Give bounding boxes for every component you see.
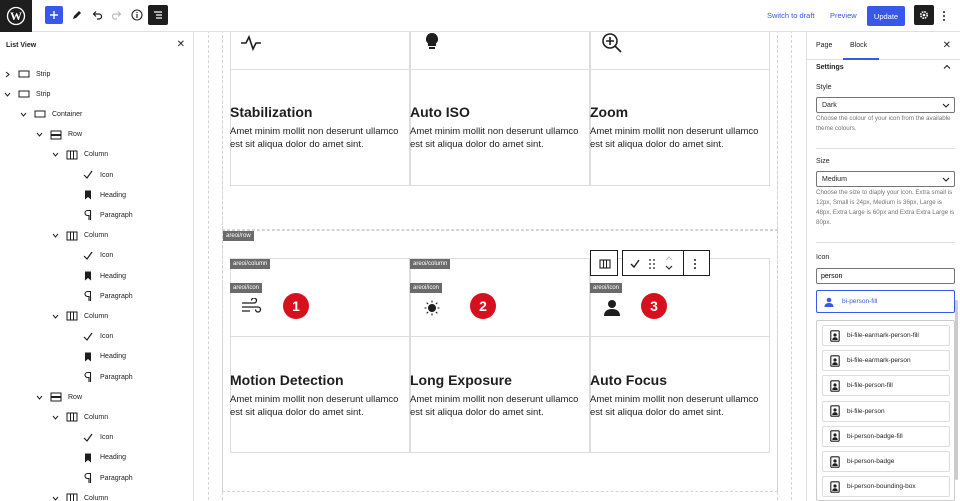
callout-badge: 2 [470,293,496,319]
list-view-item-label: Icon [100,333,114,341]
editor-header [0,0,960,32]
icon-option[interactable] [822,375,950,396]
tab-page[interactable]: Page [816,42,833,49]
divider [230,69,770,70]
icon-option[interactable] [822,426,950,447]
toolbar-divider [683,251,684,275]
list-view-item[interactable] [50,307,108,325]
icon-option-label: bi-file-earmark-person [847,357,911,365]
list-view-item[interactable] [66,166,113,184]
settings-sidebar [806,32,960,501]
list-view-item-label: Icon [100,171,114,179]
icon-option-label: bi-person-badge-fill [847,432,903,440]
check-icon [82,250,94,262]
person-file-icon [823,380,847,392]
selected-icon[interactable] [816,290,955,313]
bookmark-icon [82,189,94,201]
column-tag: areoi/column [410,259,450,269]
chevron-right-icon[interactable] [4,71,11,78]
list-view-item[interactable] [66,449,126,467]
list-view-item[interactable] [66,206,133,224]
settings-section-title[interactable]: Settings [816,64,844,71]
column-icon [66,230,78,242]
redo-icon [111,9,123,21]
icon-results-list [816,320,955,501]
feature-heading[interactable]: Auto ISO [410,104,470,120]
zoom-in-icon [601,32,623,54]
expander[interactable] [34,394,44,401]
bookmark-icon [82,270,94,282]
column-icon [66,492,78,501]
list-view-item-label: Heading [100,272,127,280]
bookmark-icon [82,351,94,363]
list-view-item-label: Strip [36,90,51,98]
divider [816,148,955,149]
pilcrow-icon [82,209,94,221]
style-label: Style [816,84,832,91]
icon-option-label: bi-person-badge [847,458,895,465]
pilcrow-icon [82,290,94,302]
person-file-icon [823,456,847,468]
pilcrow-icon [82,472,94,484]
feature-heading[interactable]: Auto Focus [590,372,667,388]
style-select[interactable] [816,97,955,113]
svg-text:W: W [10,9,22,23]
expander[interactable] [2,71,12,78]
list-view-item[interactable] [18,105,82,123]
list-view-item[interactable] [66,267,126,285]
wordpress-logo[interactable] [0,0,32,32]
list-view-item-label: Column [84,413,109,421]
size-help-text: Choose the size to diaply your icon. Extra small is 12px, Small is 24px, Medium is 36px, Large is 48px, Extra Large is 60px and Extra Extra Large is 80px. [816,189,955,226]
list-view-item[interactable] [66,247,113,265]
expander[interactable] [34,131,44,138]
icon-tag: areoi/icon [410,283,442,293]
column-icon [66,411,78,423]
list-view-item[interactable] [2,65,50,83]
icon-option-label: bi-file-person [847,407,885,415]
divider [230,336,770,337]
list-view-item-label: Strip [36,70,51,78]
list-view-item-label: Column [84,312,109,320]
style-help-text: Choose the colour of your icon from the available theme colours. [816,115,951,132]
move-up-down-icon[interactable] [664,253,674,273]
expander[interactable] [50,414,60,421]
size-label: Size [816,158,830,165]
icon-search-input[interactable] [816,268,955,284]
check-icon [82,331,94,343]
expander[interactable] [18,111,28,118]
column-icon [599,258,611,270]
callout-badge: 1 [283,293,309,319]
feature-paragraph[interactable]: Amet minim mollit non deserunt ullamco est sit aliqua dolor do amet sint. [410,394,579,418]
person-file-icon [823,330,847,342]
tab-block[interactable]: Block [850,42,868,49]
chevron-down-icon[interactable] [20,111,27,118]
undo-icon [91,9,103,21]
chevron-down-icon[interactable] [52,232,59,239]
list-view-item-label: Column [84,232,109,240]
icon-option[interactable] [822,451,950,472]
editor-canvas [194,32,806,501]
size-select[interactable] [816,171,955,187]
size-value: Medium [822,175,847,183]
chevron-down-icon[interactable] [4,91,11,98]
plus-icon [49,10,59,20]
list-view-title: List View [6,41,37,49]
list-view-item-label: Icon [100,252,114,260]
icon-label: Icon [816,254,830,261]
feature-paragraph[interactable]: Amet minim mollit non deserunt ullamco est sit aliqua dolor do amet sint. [410,126,579,150]
list-view-item[interactable] [66,287,133,305]
list-view-item[interactable] [66,429,113,447]
chevron-down-icon [942,175,950,183]
list-view-item[interactable] [34,126,82,144]
list-view-icon [152,9,164,21]
feature-heading[interactable]: Zoom [590,104,629,120]
person-file-icon [823,481,847,493]
feature-paragraph[interactable]: Amet minim mollit non deserunt ullamco est sit aliqua dolor do amet sint. [230,394,399,418]
list-view-item[interactable] [50,489,108,501]
icon-option[interactable] [822,476,950,497]
close-icon[interactable]: ✕ [942,40,951,51]
icon-option[interactable] [822,350,950,371]
info-icon [131,9,143,21]
icon-option-label: bi-file-earmark-person-fill [847,332,919,339]
list-view-item-label: Heading [100,191,127,199]
chevron-down-icon[interactable] [36,131,43,138]
feature-heading[interactable]: Long Exposure [410,372,512,388]
column-tag: areoi/column [230,259,270,269]
lightbulb-icon [424,32,440,52]
column-icon [66,310,78,322]
strip-icon [18,68,30,80]
check-icon [82,169,94,181]
options-button[interactable] [940,8,948,24]
expander[interactable] [50,313,60,320]
divider [816,242,955,243]
person-icon [824,297,834,307]
list-view-header [0,32,193,58]
wind-icon [240,298,262,316]
icon-option-label: bi-person-bounding-box [847,483,916,491]
list-view-item[interactable] [50,227,108,245]
block-type-button[interactable] [590,250,618,276]
list-view-item-label: Heading [100,353,127,361]
list-view-item-label: Row [68,131,83,139]
icon-tag: areoi/icon [230,283,262,293]
person-file-icon [823,405,847,417]
feature-paragraph[interactable]: Amet minim mollit non deserunt ullamco est sit aliqua dolor do amet sint. [230,126,399,150]
list-view-item[interactable] [50,408,108,426]
chevron-down-icon[interactable] [52,495,59,501]
container-icon [34,108,46,120]
drag-handle-icon[interactable] [648,258,656,270]
list-view-item-label: Heading [100,454,127,462]
icon-option[interactable] [822,325,950,346]
list-view-item[interactable] [66,328,113,346]
chevron-up-icon[interactable] [943,63,951,71]
activity-icon [240,34,262,52]
strip-icon [18,88,30,100]
bookmark-icon [82,452,94,464]
pencil-icon [71,9,83,21]
list-view-item[interactable] [66,368,133,386]
list-view-button[interactable] [148,5,168,25]
list-view-item[interactable] [66,348,126,366]
pilcrow-icon [82,371,94,383]
chevron-down-icon[interactable] [36,394,43,401]
expander[interactable] [50,151,60,158]
icon-option[interactable] [822,401,950,422]
list-view-panel [0,32,194,501]
list-view-item-label: Paragraph [100,474,133,482]
icon-tag: areoi/icon [590,283,622,293]
list-view-item[interactable] [34,388,82,406]
expander[interactable] [50,495,60,501]
list-view-item-label: Paragraph [100,292,133,300]
update-button[interactable]: Update [867,6,905,26]
selected-icon-name: bi-person-fill [842,298,878,305]
row-tag: areoi/row [223,231,254,241]
redo-button[interactable] [108,6,126,24]
chevron-down-icon[interactable] [52,414,59,421]
more-vertical-icon [942,10,946,22]
block-toolbar [622,250,710,276]
add-block-button[interactable] [45,6,63,24]
expander[interactable] [50,232,60,239]
close-icon[interactable]: ✕ [176,39,185,50]
expander[interactable] [2,91,12,98]
callout-badge: 3 [641,293,667,319]
list-view-item[interactable] [66,186,126,204]
check-icon [82,432,94,444]
feature-heading[interactable]: Stabilization [230,104,313,120]
feature-paragraph[interactable]: Amet minim mollit non deserunt ullamco est sit aliqua dolor do amet sint. [590,126,759,150]
chevron-down-icon [942,101,950,109]
list-view-item-label: Icon [100,434,114,442]
sun-icon [424,300,440,316]
list-view-item-label: Paragraph [100,373,133,381]
preview-button[interactable]: Preview [830,11,857,20]
undo-button[interactable] [88,6,106,24]
list-view-item-label: Column [84,151,109,159]
tools-button[interactable] [68,6,86,24]
person-file-icon [823,430,847,442]
sidebar-tabs [807,32,960,60]
list-view-item-label: Column [84,494,109,501]
settings-button[interactable] [914,5,934,25]
list-view-item[interactable] [2,85,50,103]
more-vertical-icon[interactable] [693,258,697,270]
list-view-item-label: Row [68,393,83,401]
icon-option-label: bi-file-person-fill [847,382,893,390]
person-icon [603,299,621,317]
list-view-item-label: Paragraph [100,211,133,219]
feature-paragraph[interactable]: Amet minim mollit non deserunt ullamco est sit aliqua dolor do amet sint. [590,394,759,418]
gear-icon [918,9,930,21]
details-button[interactable] [128,6,146,24]
chevron-down-icon[interactable] [52,313,59,320]
column-icon [66,149,78,161]
active-tab-indicator [843,58,879,60]
switch-to-draft-button[interactable]: Switch to draft [767,11,815,20]
feature-heading[interactable]: Motion Detection [230,372,344,388]
check-icon[interactable] [629,258,641,270]
style-value: Dark [822,101,837,109]
sidebar-scrollbar[interactable] [955,300,958,480]
list-view-item[interactable] [66,469,133,487]
list-view-item-label: Container [52,110,83,118]
list-view-item[interactable] [50,146,108,164]
row-icon [50,391,62,403]
chevron-down-icon[interactable] [52,151,59,158]
person-file-icon [823,355,847,367]
row-icon [50,129,62,141]
